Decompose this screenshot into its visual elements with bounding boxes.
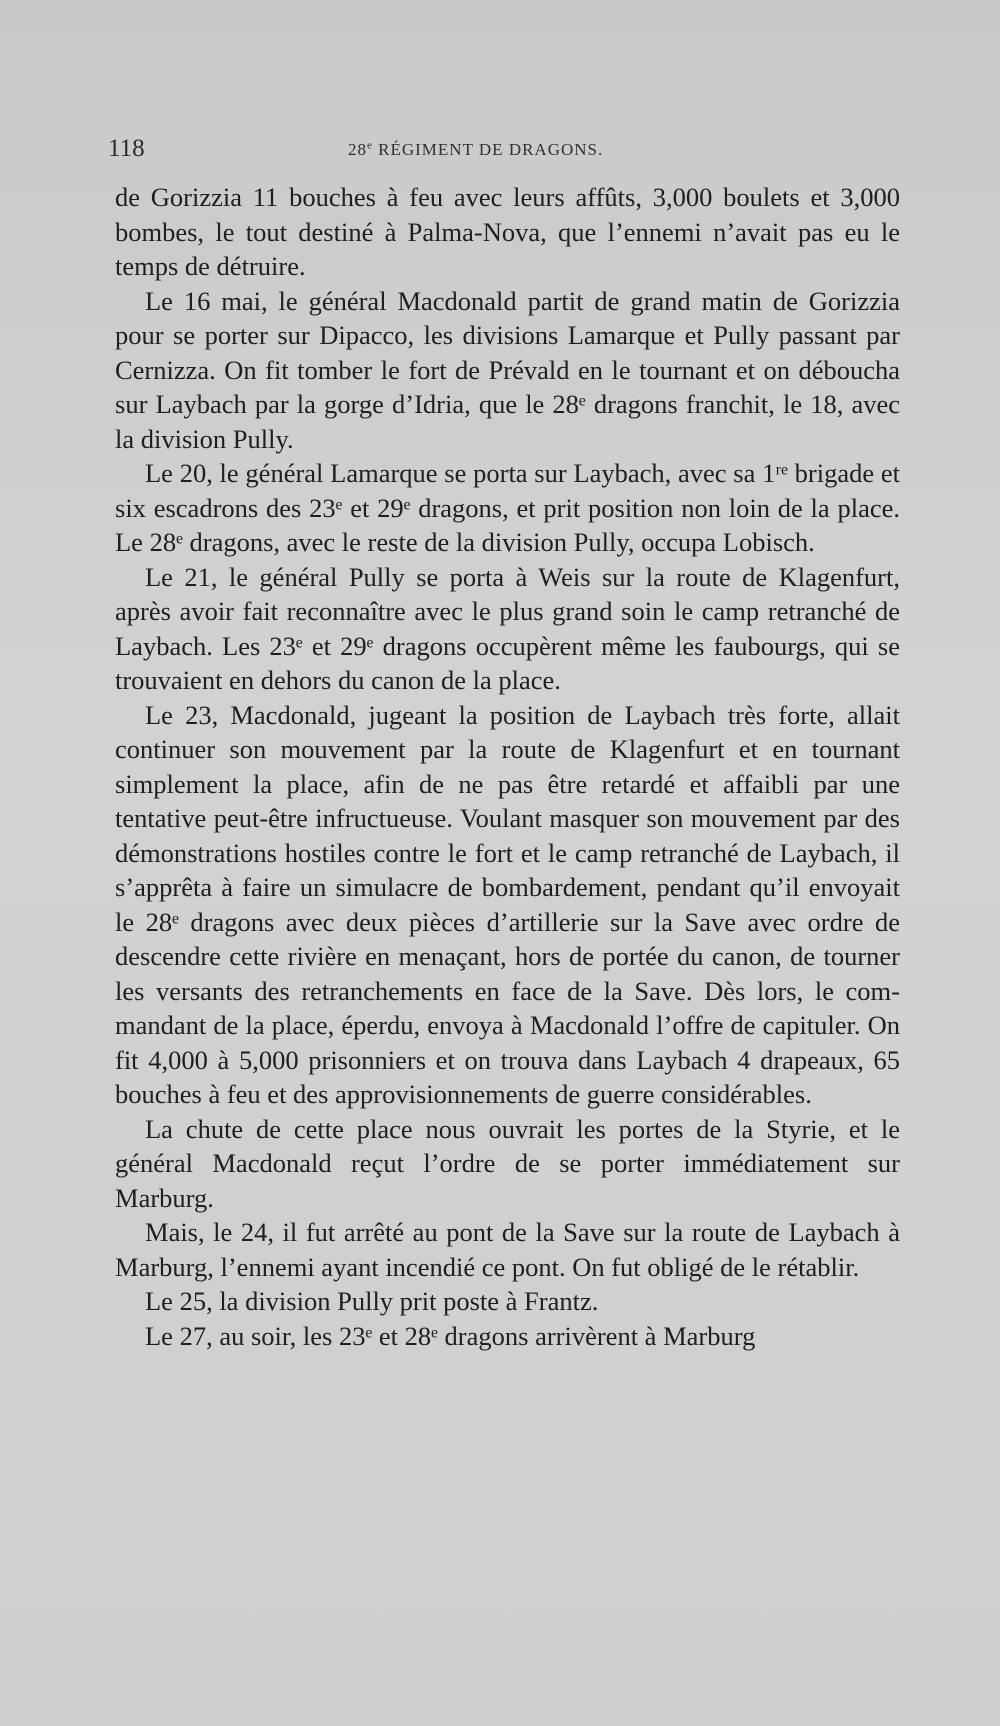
body-text bbox=[115, 180, 900, 1353]
paragraph: Mais, le 24, il fut arrêté au pont de la Save sur la route de Laybach à Marburg, l’ennemi ayant incendié ce pont. On fut obligé de le rétablir. bbox=[115, 1217, 900, 1282]
page-number: 118 bbox=[108, 135, 145, 162]
page-header bbox=[108, 135, 898, 165]
running-head bbox=[348, 140, 603, 160]
paragraph: Le 20, le général Lamarque se porta sur Laybach, avec sa 1ʳᵉ brigade et six escadrons des 23ᵉ et 29ᵉ dragons, et prit position non loin de la place. Le 28ᵉ dragons, avec le reste de la division Pully, occupa Lobisch. bbox=[115, 458, 900, 557]
running-head-title: RÉGIMENT DE DRAGONS. bbox=[378, 140, 604, 159]
running-head-ordinal: 28 bbox=[348, 140, 367, 159]
paragraph-continued: de Gorizzia 11 bouches à feu avec leurs affûts, 3,000 boulets et 3,000 bombes, le tout destiné à Palma-Nova, que l’ennemi n’avait pas eu le temps de détruire. bbox=[115, 182, 900, 281]
running-head-ordinal-suffix: e bbox=[367, 139, 373, 152]
paragraph: La chute de cette place nous ouvrait les portes de la Styrie, et le général Macdonald reçut l’ordre de se porter immédiatement sur Marburg. bbox=[115, 1113, 900, 1213]
paragraph: Le 25, la division Pully prit poste à Frantz. bbox=[145, 1286, 599, 1316]
paragraph: Le 23, Macdonald, jugeant la position de Laybach très forte, allait continuer son mouvement par la route de Klagenfurt et en tournant simplement la place, afin de ne pas être retardé et affaibli par une tentative peut-être infructueuse. Voulant masquer son mouvement par des démonstrations hostiles contre le fort et le camp retranché de Laybach, il s’apprêta à faire un simulacre de bombardement, pendant qu’il envoyait le 28ᵉ dragons avec deux pièces d’artillerie sur la Save avec ordre de descendre cette rivière en menaçant, hors de portée du canon, de tourner les versants des retranchements en face de la Save. Dès lors, le commandant de la place, éperdu, envoya à Macdonald l’offre de capituler. On fit 4,000 à 5,000 prisonniers et on trouva dans Laybach 4 drapeaux, 65 bouches à feu et des approvisionnements de guerre considérables. bbox=[115, 699, 900, 1109]
paragraph: Le 21, le général Pully se porta à Weis sur la route de Klagenfurt, après avoir fait reconnaître avec le plus grand soin le camp retranché de Laybach. Les 23ᵉ et 29ᵉ dragons occupèrent même les faubourgs, qui se trouvaient en dehors du canon de la place. bbox=[115, 561, 900, 695]
paragraph: Le 16 mai, le général Macdonald partit de grand matin de Gorizzia pour se porter sur Dipacco, les divisions Lamarque et Pully passant par Cernizza. On fit tomber le fort de Prévald en le tournant et on déboucha sur Laybach par la gorge d’Idria, que le 28ᵉ dragons franchit, le 18, avec la division Pully. bbox=[115, 285, 900, 454]
paragraph-last: Le 27, au soir, les 23ᵉ et 28ᵉ dragons arrivèrent à Marburg bbox=[145, 1320, 756, 1351]
